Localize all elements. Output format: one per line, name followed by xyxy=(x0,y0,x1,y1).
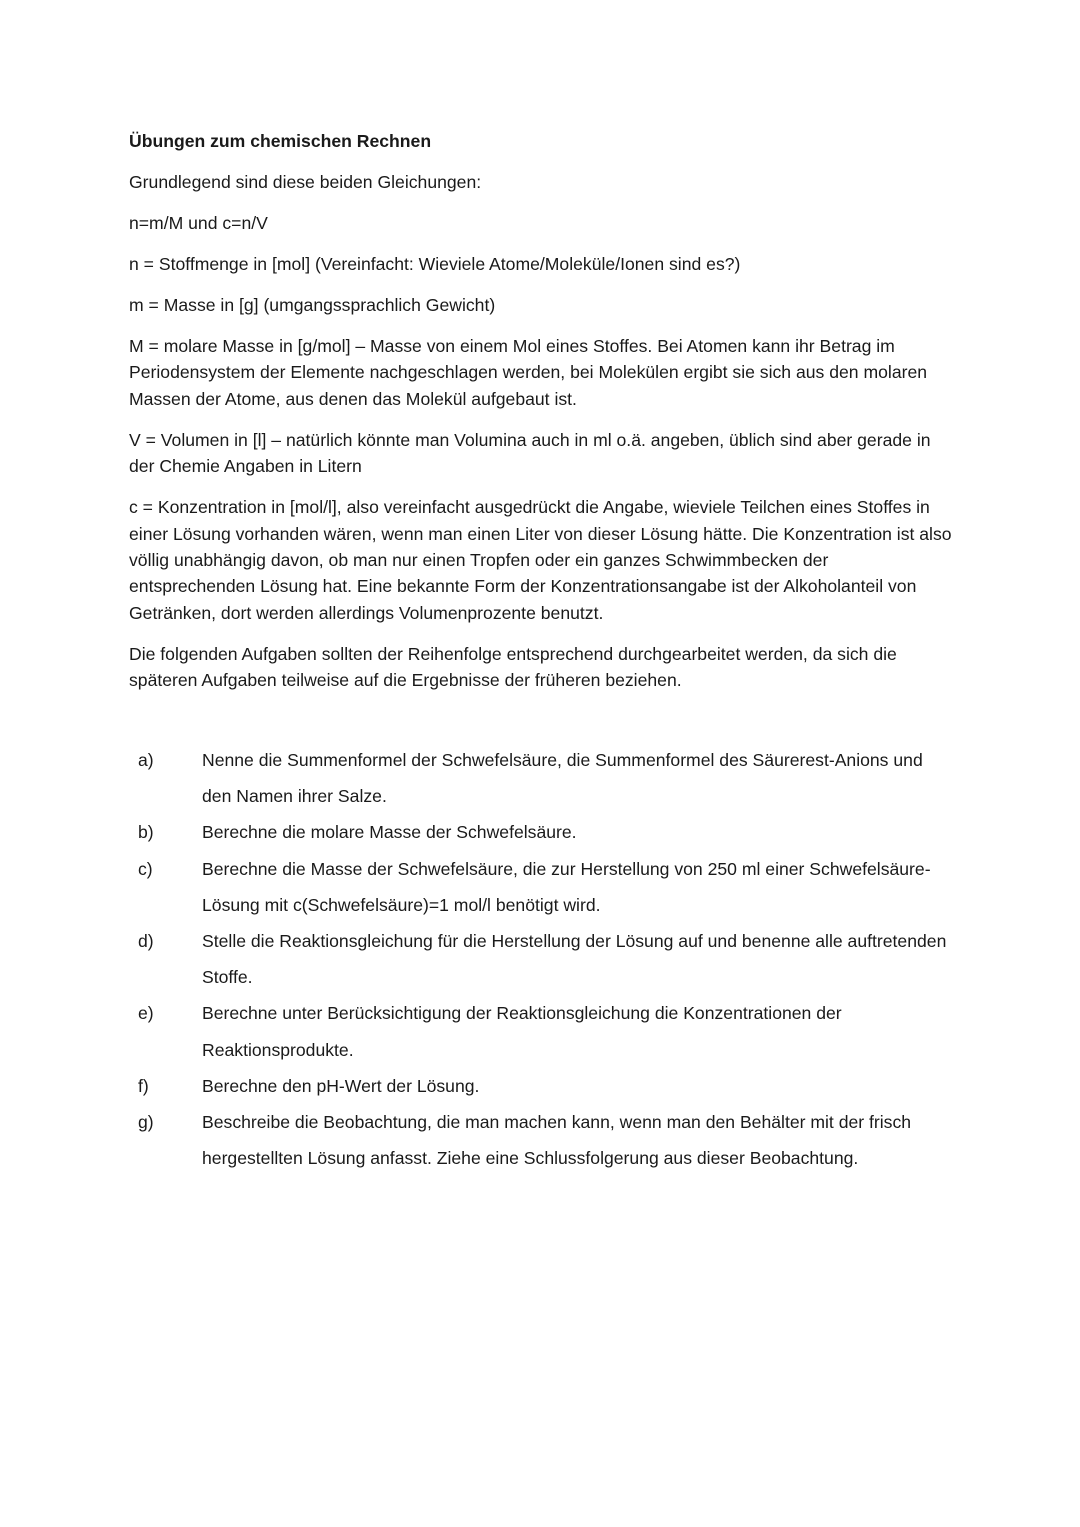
task-item xyxy=(129,1068,955,1104)
definition-concentration: c = Konzentration in [mol/l], also vereinfacht ausgedrückt die Angabe, wieviele Teilchen eines Stoffes in einer Lösung vorhanden wären, wenn man einen Liter von dieser Lösung hätte. Die Konzentration ist also völlig unabhängig davon, ob man nur einen Tropfen oder ein ganzes Schwimmbecken der entsprechenden Lösung hat. Eine bekannte Form der Konzentrationsangabe ist der Alkoholanteil von Getränken, dort werden allerdings Volumenprozente benutzt. xyxy=(129,497,952,623)
task-letter: b) xyxy=(138,822,154,843)
task-text: Berechne den pH-Wert der Lösung. xyxy=(202,1075,480,1096)
instructions-paragraph: Die folgenden Aufgaben sollten der Reihenfolge entsprechend durchgearbeitet werden, da sich die späteren Aufgaben teilweise auf die Ergebnisse der früheren beziehen. xyxy=(129,643,897,691)
task-item xyxy=(129,1104,955,1176)
task-letter: g) xyxy=(138,1112,154,1133)
document-title: Übungen zum chemischen Rechnen xyxy=(129,131,432,151)
task-item xyxy=(129,923,955,995)
task-letter: a) xyxy=(138,750,154,770)
document-body xyxy=(129,128,955,708)
task-letter: f) xyxy=(138,1075,149,1096)
task-item xyxy=(129,851,955,923)
task-text: Beschreibe die Beobachtung, die man machen kann, wenn man den Behälter mit der frisch hergestellten Lösung anfasst. Ziehe eine Schlussfolgerung aus dieser Beobachtung. xyxy=(202,1112,912,1169)
task-item xyxy=(129,742,955,814)
task-text: Berechne die molare Masse der Schwefelsäure. xyxy=(202,822,577,843)
definition-m: m = Masse in [g] (umgangssprachlich Gewicht) xyxy=(129,295,496,315)
formula-line: n=m/M und c=n/V xyxy=(129,213,268,233)
task-text: Stelle die Reaktionsgleichung für die Herstellung der Lösung auf und benenne alle auftretenden Stoffe. xyxy=(202,931,947,988)
task-item xyxy=(129,814,955,850)
task-letter: e) xyxy=(138,1003,154,1024)
task-item xyxy=(129,995,955,1067)
definition-volume: V = Volumen in [l] – natürlich könnte man Volumina auch in ml o.ä. angeben, üblich sind aber gerade in der Chemie Angaben in Litern xyxy=(129,429,931,477)
task-text: Berechne unter Berücksichtigung der Reaktionsgleichung die Konzentrationen der Reaktionsprodukte. xyxy=(202,1003,842,1060)
definition-molar-mass: M = molare Masse in [g/mol] – Masse von einem Mol eines Stoffes. Bei Atomen kann ihr Betrag im Periodensystem der Elemente nachgeschlagen werden, bei Molekülen ergibt sie sich aus den molaren Massen der Atome, aus denen das Molekül aufgebaut ist. xyxy=(129,336,928,409)
task-letter: d) xyxy=(138,931,154,952)
task-text: Berechne die Masse der Schwefelsäure, die zur Herstellung von 250 ml einer Schwefelsäure-Lösung mit c(Schwefelsäure)=1 mol/l benötigt wird. xyxy=(202,858,931,915)
task-text: Nenne die Summenformel der Schwefelsäure, die Summenformel des Säurerest-Anions und den Namen ihrer Salze. xyxy=(202,750,923,807)
intro-paragraph: Grundlegend sind diese beiden Gleichungen: xyxy=(129,172,482,192)
task-letter: c) xyxy=(138,858,153,879)
task-list xyxy=(129,742,955,1176)
definition-n: n = Stoffmenge in [mol] (Vereinfacht: Wieviele Atome/Moleküle/Ionen sind es?) xyxy=(129,254,741,274)
